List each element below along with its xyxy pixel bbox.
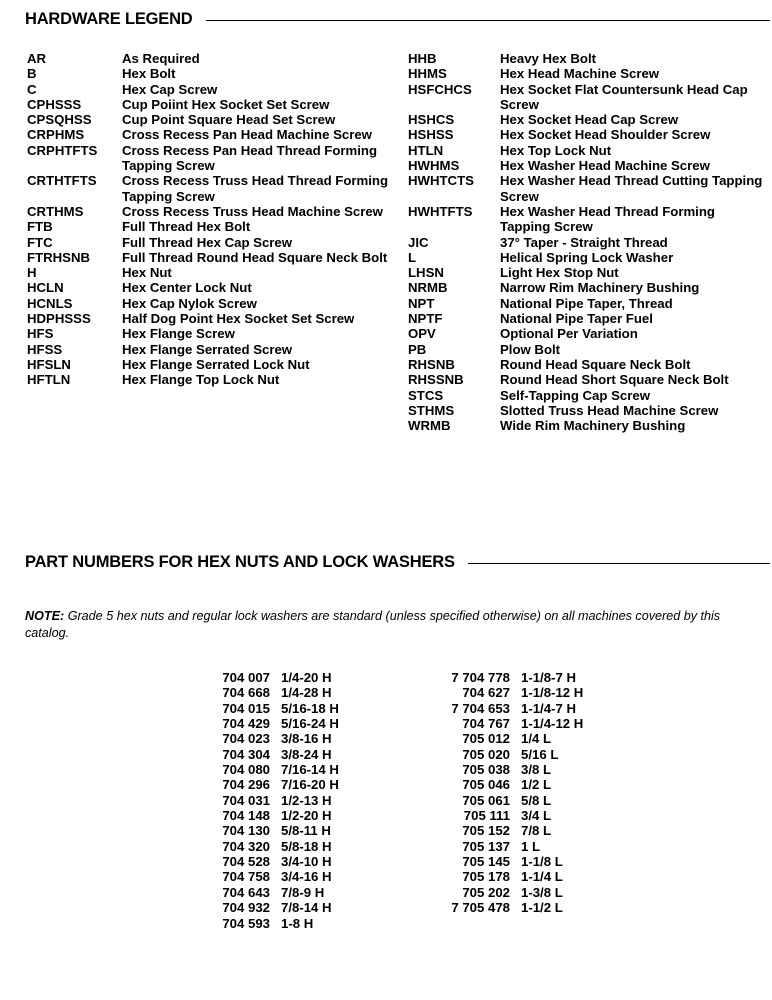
- legend-description: Plow Bolt: [500, 341, 561, 357]
- legend-row: [27, 265, 395, 280]
- legend-code: HFSLN: [27, 356, 71, 372]
- part-size-designation: 3/8 L: [521, 762, 552, 778]
- part-number: 705 012: [462, 731, 510, 747]
- legend-row: [27, 127, 395, 142]
- legend-description: Helical Spring Lock Washer: [500, 249, 674, 265]
- legend-description: Hex Washer Head Thread Forming Tapping Screw: [500, 203, 715, 235]
- part-number: 705 111: [463, 808, 510, 824]
- part-number-row: [432, 701, 583, 716]
- legend-code: CRTHTFTS: [27, 173, 97, 189]
- part-number-row: [432, 685, 583, 700]
- part-number: 704 758: [222, 869, 270, 885]
- part-numbers-column-left: [196, 670, 339, 931]
- part-number-row: [432, 900, 583, 915]
- part-number: 7 704 653: [451, 700, 510, 716]
- legend-row: [408, 418, 768, 433]
- part-number: 705 046: [462, 777, 510, 793]
- part-number: 704 023: [222, 731, 270, 747]
- part-size-designation: 7/8 L: [521, 823, 552, 839]
- legend-code: WRMB: [408, 418, 451, 434]
- legend-row: [408, 235, 768, 250]
- part-number: 7 705 478: [451, 900, 510, 916]
- part-number: 705 020: [462, 746, 510, 762]
- legend-description: Full Thread Round Head Square Neck Bolt: [122, 249, 388, 265]
- legend-code: NPTF: [408, 311, 443, 327]
- legend-row: [408, 127, 768, 142]
- part-number: 704 429: [222, 716, 270, 732]
- legend-description: Self-Tapping Cap Screw: [500, 387, 650, 403]
- legend-code: HSHSS: [408, 127, 454, 143]
- header-rule: [206, 20, 770, 21]
- part-number-row: [196, 777, 339, 792]
- legend-row: [27, 250, 395, 265]
- part-number-row: [196, 793, 339, 808]
- page-title-hardware-legend: HARDWARE LEGEND: [25, 10, 193, 28]
- part-size-designation: 1-1/4-7 H: [521, 700, 576, 716]
- legend-code: RHSSNB: [408, 372, 464, 388]
- part-number: 704 296: [222, 777, 270, 793]
- legend-description: 37° Taper - Straight Thread: [500, 234, 668, 250]
- part-size-designation: 5/8 L: [521, 792, 552, 808]
- part-size-designation: 5/8-11 H: [281, 823, 331, 839]
- part-size-designation: 1-1/8 L: [521, 854, 563, 870]
- legend-description: Hex Flange Top Lock Nut: [122, 372, 280, 388]
- legend-code: FTB: [27, 219, 53, 235]
- part-size-designation: 1/2-13 H: [281, 792, 332, 808]
- part-number-row: [196, 854, 339, 869]
- legend-code: NRMB: [408, 280, 448, 296]
- part-number-row: [432, 777, 583, 792]
- part-number: 704 130: [222, 823, 270, 839]
- legend-code: OPV: [408, 326, 436, 342]
- legend-code: LHSN: [408, 265, 444, 281]
- part-size-designation: 1/2 L: [521, 777, 552, 793]
- legend-description: Cross Recess Pan Head Machine Screw: [122, 127, 372, 143]
- legend-code: CRPHTFTS: [27, 142, 98, 158]
- legend-row: [408, 82, 768, 113]
- legend-code: HCLN: [27, 280, 64, 296]
- part-size-designation: 7/16-20 H: [281, 777, 339, 793]
- legend-description: Hex Flange Serrated Lock Nut: [122, 356, 310, 372]
- part-number-row: [432, 716, 583, 731]
- part-size-designation: 1-1/8-7 H: [521, 670, 576, 685]
- legend-description: Cup Point Square Head Set Screw: [122, 112, 336, 128]
- part-number-row: [196, 747, 339, 762]
- legend-code: HCNLS: [27, 295, 73, 311]
- legend-row: [408, 403, 768, 418]
- legend-code: RHSNB: [408, 356, 455, 372]
- legend-code: HHB: [408, 51, 437, 66]
- part-number-row: [432, 808, 583, 823]
- legend-row: [408, 250, 768, 265]
- part-size-designation: 5/16 L: [521, 746, 559, 762]
- page-title-part-numbers: PART NUMBERS FOR HEX NUTS AND LOCK WASHERS: [25, 553, 455, 571]
- legend-row: [27, 342, 395, 357]
- legend-description: Hex Top Lock Nut: [500, 142, 612, 158]
- part-number: 705 152: [462, 823, 510, 839]
- legend-description: Hex Bolt: [122, 66, 176, 82]
- part-number-row: [432, 793, 583, 808]
- legend-code: CRTHMS: [27, 203, 84, 219]
- part-number: 704 627: [462, 685, 510, 701]
- part-number-row: [196, 808, 339, 823]
- legend-description: Full Thread Hex Cap Screw: [122, 234, 293, 250]
- legend-code: HDPHSSS: [27, 311, 91, 327]
- legend-description: Hex Flange Serrated Screw: [122, 341, 293, 357]
- legend-row: [408, 280, 768, 295]
- legend-row: [408, 158, 768, 173]
- part-number: 705 178: [462, 869, 510, 885]
- part-number-row: [432, 885, 583, 900]
- legend-row: [27, 357, 395, 372]
- part-number-row: [432, 670, 583, 685]
- legend-description: Hex Washer Head Machine Screw: [500, 158, 710, 174]
- part-number: 704 015: [222, 700, 270, 716]
- legend-row: [27, 219, 395, 234]
- part-number-row: [196, 885, 339, 900]
- legend-row: [408, 204, 768, 235]
- part-number: 704 304: [222, 746, 270, 762]
- legend-code: NPT: [408, 295, 435, 311]
- legend-description: Heavy Hex Bolt: [500, 51, 597, 66]
- legend-row: [27, 311, 395, 326]
- legend-description: Hex Socket Flat Countersunk Head Cap Screw: [500, 81, 748, 112]
- part-number: 704 148: [222, 808, 270, 824]
- legend-description: Half Dog Point Hex Socket Set Screw: [122, 311, 355, 327]
- legend-description: Narrow Rim Machinery Bushing: [500, 280, 700, 296]
- legend-code: HWHMS: [408, 158, 460, 174]
- part-size-designation: 1 L: [521, 838, 541, 854]
- part-size-designation: 7/8-9 H: [281, 884, 325, 900]
- legend-description: National Pipe Taper Fuel: [500, 311, 653, 327]
- legend-description: Hex Washer Head Thread Cutting Tapping Screw: [500, 173, 763, 204]
- part-size-designation: 3/4-10 H: [281, 854, 332, 870]
- part-number: 705 145: [462, 854, 510, 870]
- legend-code: HTLN: [408, 142, 444, 158]
- part-number-row: [196, 823, 339, 838]
- part-size-designation: 5/16-24 H: [281, 716, 339, 732]
- legend-code: CPSQHSS: [27, 112, 92, 128]
- part-size-designation: 3/8-24 H: [281, 746, 332, 762]
- legend-row: [408, 388, 768, 403]
- part-number-row: [196, 869, 339, 884]
- legend-code: AR: [27, 51, 47, 66]
- part-number: 704 007: [222, 670, 270, 685]
- legend-row: [408, 51, 768, 66]
- part-number-row: [432, 762, 583, 777]
- legend-code: HFTLN: [27, 372, 71, 388]
- hardware-legend-section-header: [25, 9, 770, 29]
- legend-code: STHMS: [408, 402, 455, 418]
- part-number-row: [196, 839, 339, 854]
- legend-description: Optional Per Variation: [500, 326, 638, 342]
- legend-description: Hex Head Machine Screw: [500, 66, 660, 82]
- legend-row: [408, 265, 768, 280]
- legend-description: Hex Socket Head Shoulder Screw: [500, 127, 711, 143]
- part-number-row: [196, 716, 339, 731]
- legend-code: B: [27, 66, 37, 82]
- legend-row: [27, 280, 395, 295]
- legend-code: CPHSSS: [27, 96, 82, 112]
- part-number: 7 704 778: [451, 670, 510, 685]
- part-size-designation: 5/8-18 H: [281, 838, 332, 854]
- part-size-designation: 5/16-18 H: [281, 700, 339, 716]
- legend-row: [27, 112, 395, 127]
- part-number: 704 031: [222, 792, 270, 808]
- legend-description: Hex Nut: [122, 265, 172, 281]
- legend-description: Cross Recess Pan Head Thread Forming Tapping Screw: [122, 142, 378, 174]
- part-size-designation: 1-1/4 L: [521, 869, 563, 885]
- legend-description: Round Head Square Neck Bolt: [500, 356, 691, 372]
- legend-description: Hex Cap Nylok Screw: [122, 295, 257, 311]
- legend-row: [27, 173, 395, 204]
- part-number-row: [196, 900, 339, 915]
- part-number-row: [196, 731, 339, 746]
- hardware-legend-column-left: [27, 51, 395, 388]
- part-size-designation: 1-1/4-12 H: [521, 716, 584, 732]
- legend-row: [408, 173, 768, 204]
- legend-code: C: [27, 81, 37, 97]
- part-number-row: [432, 747, 583, 762]
- legend-row: [408, 296, 768, 311]
- part-number: 705 038: [462, 762, 510, 778]
- part-number: 705 061: [462, 792, 510, 808]
- legend-row: [27, 235, 395, 250]
- part-number: 705 137: [462, 838, 510, 854]
- legend-description: Cup Poiint Hex Socket Set Screw: [122, 96, 330, 112]
- legend-code: FTRHSNB: [27, 249, 91, 265]
- legend-description: Light Hex Stop Nut: [500, 265, 619, 281]
- legend-code: HWHTCTS: [408, 173, 474, 189]
- legend-description: Wide Rim Machinery Bushing: [500, 418, 686, 434]
- part-number: 704 668: [222, 685, 270, 701]
- legend-description: Hex Center Lock Nut: [122, 280, 252, 296]
- part-number-row: [196, 670, 339, 685]
- note-block: [25, 608, 743, 642]
- part-number: 704 643: [222, 884, 270, 900]
- legend-row: [27, 51, 395, 66]
- legend-code: HFSS: [27, 341, 63, 357]
- part-number-row: [432, 731, 583, 746]
- part-size-designation: 1/4 L: [521, 731, 552, 747]
- part-number-row: [432, 869, 583, 884]
- part-size-designation: 3/8-16 H: [281, 731, 332, 747]
- part-size-designation: 1-1/2 L: [521, 900, 563, 916]
- part-size-designation: 1/4-28 H: [281, 685, 332, 701]
- legend-code: PB: [408, 341, 427, 357]
- part-number-row: [432, 839, 583, 854]
- legend-description: National Pipe Taper, Thread: [500, 295, 673, 311]
- part-numbers-column-right: [432, 670, 583, 916]
- legend-row: [27, 204, 395, 219]
- part-number: 705 202: [462, 884, 510, 900]
- legend-description: As Required: [122, 51, 200, 66]
- part-numbers-section-header: [25, 552, 770, 572]
- legend-code: L: [408, 249, 417, 265]
- legend-row: [27, 97, 395, 112]
- legend-row: [408, 112, 768, 127]
- legend-row: [27, 66, 395, 81]
- legend-row: [27, 296, 395, 311]
- legend-row: [408, 326, 768, 341]
- legend-code: JIC: [408, 234, 429, 250]
- part-number-row: [196, 685, 339, 700]
- header-rule: [468, 563, 770, 564]
- legend-code: HSFCHCS: [408, 81, 472, 97]
- legend-row: [408, 143, 768, 158]
- legend-row: [408, 311, 768, 326]
- legend-row: [408, 342, 768, 357]
- part-size-designation: 1/4-20 H: [281, 670, 332, 685]
- legend-row: [408, 372, 768, 387]
- note-label: NOTE:: [25, 609, 65, 623]
- part-number: 704 320: [222, 838, 270, 854]
- part-number: 704 528: [222, 854, 270, 870]
- legend-description: Cross Recess Truss Head Machine Screw: [122, 203, 383, 219]
- legend-row: [27, 326, 395, 341]
- part-number-row: [196, 916, 339, 931]
- legend-row: [27, 143, 395, 174]
- legend-description: Hex Flange Screw: [122, 326, 235, 342]
- part-number: 704 593: [222, 915, 270, 931]
- legend-code: STCS: [408, 387, 444, 403]
- legend-row: [27, 372, 395, 387]
- legend-code: HFS: [27, 326, 54, 342]
- part-size-designation: 1-3/8 L: [521, 884, 563, 900]
- hardware-legend-column-right: [408, 51, 768, 433]
- legend-description: Slotted Truss Head Machine Screw: [500, 402, 719, 418]
- note-text: Grade 5 hex nuts and regular lock washers are standard (unless specified otherwise) on all machines covered by this catalog.: [25, 609, 721, 640]
- part-number-row: [432, 854, 583, 869]
- part-number: 704 080: [222, 762, 270, 778]
- part-size-designation: 7/8-14 H: [281, 900, 332, 916]
- legend-description: Full Thread Hex Bolt: [122, 219, 251, 235]
- legend-description: Hex Socket Head Cap Screw: [500, 112, 679, 128]
- part-number-row: [196, 701, 339, 716]
- part-size-designation: 7/16-14 H: [281, 762, 339, 778]
- part-size-designation: 1-8 H: [281, 915, 314, 931]
- part-size-designation: 1-1/8-12 H: [521, 685, 584, 701]
- legend-code: HWHTFTS: [408, 203, 473, 219]
- part-size-designation: 1/2-20 H: [281, 808, 332, 824]
- legend-row: [27, 82, 395, 97]
- legend-description: Cross Recess Truss Head Thread Forming Tapping Screw: [122, 173, 389, 204]
- legend-row: [408, 66, 768, 81]
- legend-code: H: [27, 265, 37, 281]
- part-number: 704 767: [462, 716, 510, 732]
- part-number-row: [196, 762, 339, 777]
- legend-row: [408, 357, 768, 372]
- legend-code: HSHCS: [408, 112, 455, 128]
- legend-code: FTC: [27, 234, 53, 250]
- part-number: 704 932: [222, 900, 270, 916]
- legend-code: CRPHMS: [27, 127, 85, 143]
- part-size-designation: 3/4 L: [521, 808, 552, 824]
- legend-code: HHMS: [408, 66, 447, 82]
- legend-description: Hex Cap Screw: [122, 81, 218, 97]
- part-number-row: [432, 823, 583, 838]
- part-size-designation: 3/4-16 H: [281, 869, 332, 885]
- legend-description: Round Head Short Square Neck Bolt: [500, 372, 729, 388]
